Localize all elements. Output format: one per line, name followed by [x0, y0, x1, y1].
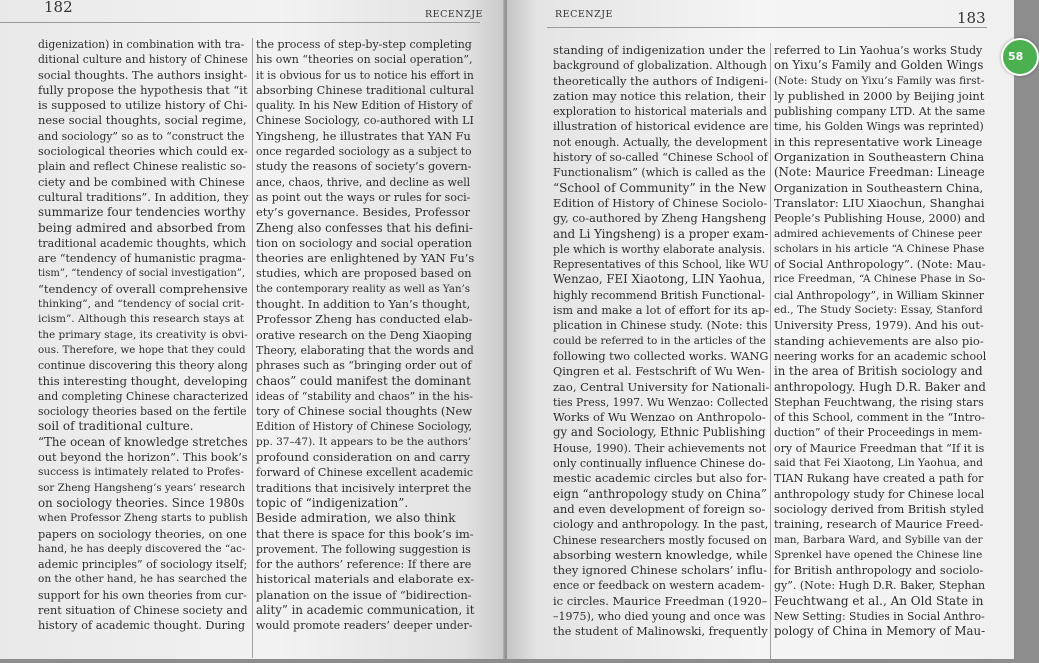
- left-col2-line: Beside admiration, we also think: [256, 511, 456, 526]
- right-col2-line: Organization in Southeastern China,: [774, 181, 984, 195]
- left-col2-line: study the reasons of society’s govern-: [256, 160, 472, 174]
- right-col2-line: anthropology. Hugh D.R. Baker and: [774, 379, 986, 394]
- left-col2-line: Edition of History of Chinese Sociology,: [256, 420, 473, 434]
- left-col2-line: would promote readers’ deeper under-: [256, 619, 473, 633]
- right-col1-line: Chinese researchers mostly focused on: [553, 533, 767, 547]
- left-col1-line: ous. Therefore, we hope that they could: [38, 343, 246, 356]
- left-col2-line: Professor Zheng has conducted elab-: [256, 312, 473, 327]
- left-col1-line: soil of traditional culture.: [38, 419, 194, 434]
- left-col2-line: ety’s governance. Besides, Professor: [256, 205, 471, 220]
- left-col2-line: topic of “indigenization”.: [256, 495, 409, 510]
- left-col2-line: tory of Chinese social thoughts (New: [256, 404, 473, 419]
- left-col1-line: continue discovering this theory along: [38, 359, 248, 373]
- left-col1-line: cultural traditions”. In addition, they: [38, 190, 249, 204]
- right-col2-line: time, his Golden Wings was reprinted): [774, 120, 984, 134]
- left-col1-line: sor Zheng Hangsheng’s years’ research: [38, 481, 246, 494]
- right-col2-line: Sprenkel have opened the Chinese line: [774, 548, 983, 561]
- right-col1-line: eign “anthropology study on China”: [553, 486, 767, 501]
- left-col1-line: the primary stage, its creativity is obvi-: [38, 328, 248, 341]
- right-col2-line: cial Anthropology”, in William Skinner: [774, 288, 984, 302]
- left-col1-line: tism”, “tendency of social investigation”,: [38, 268, 246, 280]
- right-col2-line: pology of China in Memory of Mau-: [774, 624, 986, 639]
- right-col1-line: the student of Malinowski, frequently: [553, 625, 768, 639]
- right-col2-line: standing achievements are also pio-: [774, 333, 984, 348]
- right-col2-line: gy”. (Note: Hugh D.R. Baker, Stephan: [774, 579, 986, 593]
- right-col1-line: illustration of historical evidence are: [553, 119, 769, 134]
- left-col2-line: Theory, elaborating that the words and: [256, 343, 474, 357]
- right-col2-line: of Social Anthropology”. (Note: Mau-: [774, 258, 986, 272]
- right-col2-line: of this School, comment in the “Intro-: [774, 411, 985, 425]
- left-col1-line: ciety and be combined with Chinese: [38, 175, 245, 189]
- left-col2-line: Chinese Sociology, co-authored with LI: [256, 114, 474, 128]
- right-col1-line: and even development of foreign so-: [553, 501, 766, 516]
- right-col1-line: background of globalization. Although: [553, 59, 767, 73]
- right-header-rule: [547, 27, 987, 28]
- right-col1-line: ence or feedback on western academ-: [553, 579, 765, 593]
- right-col2-line: Translator: LIU Xiaochun, Shanghai: [774, 195, 985, 210]
- left-col1-line: sociological theories which could ex-: [38, 145, 248, 159]
- left-col2-line: his own “theories on social operation”,: [256, 53, 473, 67]
- right-col1-line: standing of indigenization under the: [553, 43, 766, 57]
- right-col2-line: ly published in 2000 by Beijing joint: [774, 88, 985, 103]
- page-badge[interactable]: 58: [1001, 38, 1039, 76]
- right-col2-line: (Note: Maurice Freedman: Lineage: [774, 165, 985, 180]
- right-col1-line: Qingren et al. Festschrift of Wu Wen-: [553, 365, 765, 379]
- right-col1-line: exploration to historical materials and: [553, 105, 767, 119]
- right-col2-line: in this representative work Lineage: [774, 134, 983, 149]
- left-header-rule: [0, 22, 480, 23]
- left-col1-line: this interesting thought, developing: [38, 373, 248, 388]
- right-col1-line: ple which is worthy elaborate analysis.: [553, 242, 766, 256]
- right-col1-line: theoretically the authors of Indigeni-: [553, 73, 768, 88]
- left-page: [0, 0, 505, 659]
- left-col1-line: on sociology theories. Since 1980s: [38, 495, 245, 510]
- left-col1-line: rent situation of Chinese society and: [38, 603, 248, 617]
- right-col2-line: ory of Maurice Freedman that “If it is: [774, 441, 985, 455]
- right-col1-line: ties Press, 1997. Wu Wenzao: Collected: [553, 395, 769, 409]
- left-col2-line: as point out the ways or rules for soci-: [256, 190, 471, 204]
- left-col2-line: quality. In his New Edition of History of: [256, 99, 472, 113]
- left-col1-line: hand, he has deeply discovered the “ac-: [38, 542, 246, 555]
- left-col2-line: the process of step-by-step completing: [256, 38, 472, 51]
- left-col1-line: plain and reflect Chinese realistic so-: [38, 160, 246, 174]
- right-col1-line: highly recommend British Functional-: [553, 288, 765, 302]
- right-col1-line: mestic academic circles but also for-: [553, 471, 767, 486]
- left-col1-line: icism”. Although this research stays at: [38, 313, 244, 326]
- right-col1-line: following two collected works. WANG: [553, 349, 769, 363]
- left-col2-line: historical materials and elaborate ex-: [256, 572, 475, 587]
- left-col2-line: chaos” could manifest the dominant: [256, 373, 471, 388]
- left-col1-line: success is intimately related to Profes-: [38, 466, 244, 479]
- right-col2-line: TIAN Rukang have created a path for: [774, 472, 984, 486]
- left-col1-line: “The ocean of knowledge stretches: [38, 434, 248, 449]
- left-col1-line: are “tendency of humanistic pragma-: [38, 252, 246, 266]
- left-column-divider: [252, 38, 253, 658]
- right-col2-line: Organization in Southeastern China: [774, 150, 985, 165]
- left-page-number: 182: [44, 0, 73, 16]
- right-col1-line: zao, Central University for Nationali-: [553, 379, 770, 394]
- right-page: [507, 0, 1014, 659]
- left-col2-line: absorbing Chinese traditional cultural: [256, 83, 475, 97]
- left-col2-line: Zheng also confesses that his defini-: [256, 220, 473, 235]
- right-col1-line: absorbing western knowledge, while: [553, 547, 768, 562]
- right-col2-line: referred to Lin Yaohua’s works Study: [774, 44, 983, 57]
- right-col1-line: “School of Community” in the New: [553, 180, 767, 195]
- right-col2-line: scholars in his article “A Chinese Phase: [774, 242, 985, 255]
- left-col1-line: ditional culture and history of Chinese: [38, 53, 248, 67]
- right-col1-line: not enough. Actually, the development: [553, 135, 768, 149]
- right-col2-line: anthropology study for Chinese local: [774, 487, 985, 501]
- right-col1-line: they ignored Chinese scholars’ influ-: [553, 563, 768, 578]
- left-col1-line: summarize four tendencies worthy: [38, 205, 246, 220]
- left-col1-line: fully propose the hypothesis that “it: [38, 82, 248, 97]
- left-col1-line: is supposed to utilize history of Chi-: [38, 98, 248, 113]
- left-col2-line: planation on the issue of “bidirection-: [256, 588, 472, 602]
- right-col1-line: could be referred to in the articles of the: [553, 334, 766, 347]
- right-col2-line: on Yixu’s Family and Golden Wings: [774, 58, 984, 73]
- right-col1-line: Functionalism” (which is called as the: [553, 166, 766, 180]
- right-col2-line: ed., The Study Society: Essay, Stanford: [774, 304, 983, 317]
- left-col1-line: thinking”, and “tendency of social crit-: [38, 298, 245, 311]
- right-col1-line: history of so-called “Chinese School of: [553, 151, 768, 165]
- right-col2-line: People’s Publishing House, 2000) and: [774, 212, 986, 226]
- left-col2-line: forward of Chinese excellent academic: [256, 466, 474, 480]
- right-col1-line: Works of Wu Wenzao on Anthropolo-: [553, 410, 766, 425]
- left-column-1: [38, 37, 248, 657]
- left-col1-line: papers on sociology theories, on one: [38, 527, 247, 541]
- right-col1-line: zation may notice this relation, their: [553, 88, 766, 103]
- left-col2-line: theories are enlightened by YAN Fu’s: [256, 251, 475, 266]
- right-column-2: [774, 43, 986, 663]
- left-col2-line: ality” in academic communication, it: [256, 602, 475, 617]
- right-col1-line: Representatives of this School, like WU: [553, 258, 769, 272]
- right-col2-line: admired achievements of Chinese peer: [774, 227, 982, 240]
- left-col2-line: studies, which are proposed based on: [256, 267, 472, 281]
- right-col2-line: New Setting: Studies in Social Anthro-: [774, 609, 985, 623]
- right-col1-line: Edition of History of Chinese Sociolo-: [553, 196, 768, 210]
- right-col2-line: (Note: Study on Yixu’s Family was first-: [774, 74, 985, 87]
- right-col1-line: ism and make a lot of effort for its ap-: [553, 304, 770, 318]
- left-col1-line: social thoughts. The authors insight-: [38, 68, 248, 82]
- left-col1-line: ademic principles” of sociology itself;: [38, 558, 248, 572]
- right-col1-line: House, 1990). Their achievements not: [553, 441, 767, 455]
- right-col2-line: publishing company LTD. At the same: [774, 105, 986, 119]
- left-col2-line: pp. 37–47). It appears to be the authors’: [256, 435, 472, 448]
- right-col1-line: –1975), who died young and once was: [553, 609, 766, 623]
- left-col2-line: tion on sociology and social operation: [256, 236, 472, 250]
- right-col2-line: University Press, 1979). And his out-: [774, 319, 984, 333]
- left-col1-line: traditional academic thoughts, which: [38, 236, 247, 250]
- left-col2-line: traditions that incisively interpret the: [256, 481, 472, 495]
- left-col2-line: that there is space for this book’s im-: [256, 526, 474, 541]
- left-col1-line: being admired and absorbed from: [38, 220, 246, 235]
- right-col2-line: training, research of Maurice Freed-: [774, 518, 984, 532]
- left-col2-line: thought. In addition to Yan’s thought,: [256, 298, 471, 312]
- left-col1-line: when Professor Zheng starts to publish: [38, 512, 248, 525]
- right-col2-line: neering works for an academic school: [774, 349, 987, 363]
- right-running-head: RECENZJE: [555, 9, 613, 20]
- right-col2-line: duction” of their Proceedings in mem-: [774, 426, 983, 440]
- left-col2-line: it is obvious for us to notice his effort in: [256, 68, 474, 82]
- left-column-2: [256, 37, 474, 657]
- right-col2-line: Feuchtwang et al., An Old State in: [774, 593, 984, 608]
- right-page-number: 183: [957, 9, 986, 27]
- left-col2-line: ance, chaos, thrive, and decline as well: [256, 175, 471, 189]
- right-col1-line: plication in Chinese study. (Note: this: [553, 319, 768, 333]
- right-col2-line: man, Barbara Ward, and Sybille van der: [774, 533, 983, 546]
- right-col2-line: said that Fei Xiaotong, Lin Yaohua, and: [774, 457, 983, 470]
- left-col1-line: and sociology” so as to “construct the: [38, 129, 245, 143]
- right-col2-line: sociology derived from British styled: [774, 502, 984, 516]
- left-col2-line: Yingsheng, he illustrates that YAN Fu: [256, 129, 471, 143]
- left-running-head: RECENZJE: [425, 9, 483, 20]
- left-col2-line: once regarded sociology as a subject to: [256, 145, 472, 159]
- right-col1-line: ic circles. Maurice Freedman (1920–: [553, 593, 768, 608]
- left-col2-line: for the authors’ reference: If there are: [256, 558, 472, 572]
- left-col2-line: the contemporary reality as well as Yan’s: [256, 282, 471, 295]
- left-col1-line: on the other hand, he has searched the: [38, 573, 248, 586]
- left-col2-line: phrases such as “bringing order out of: [256, 359, 472, 373]
- right-col1-line: only continually influence Chinese do-: [553, 457, 766, 471]
- left-col1-line: “tendency of overall comprehensive: [38, 281, 248, 296]
- right-col2-line: in the area of British sociology and: [774, 364, 983, 379]
- right-col1-line: gy, co-authored by Zheng Hangsheng: [553, 212, 767, 226]
- left-col2-line: ideas of “stability and chaos” in the his-: [256, 389, 473, 403]
- right-col2-line: rice Freedman, “A Chinese Phase in So-: [774, 273, 986, 286]
- left-col2-line: profound consideration on and carry: [256, 450, 471, 465]
- left-col1-line: digenization) in combination with tra-: [38, 38, 245, 51]
- right-column-divider: [770, 43, 771, 659]
- right-column-1: [553, 43, 769, 663]
- left-col2-line: orative research on the Deng Xiaoping: [256, 328, 472, 342]
- right-col2-line: Stephan Feuchtwang, the rising stars: [774, 395, 984, 409]
- right-col2-line: for British anthropology and sociolo-: [774, 564, 984, 578]
- left-col1-line: history of academic thought. During: [38, 619, 246, 633]
- left-col1-line: out beyond the horizon”. This book’s: [38, 451, 248, 465]
- right-col1-line: gy and Sociology, Ethnic Publishing: [553, 425, 766, 440]
- left-col2-line: provement. The following suggestion is: [256, 542, 471, 556]
- left-col1-line: sociology theories based on the fertile: [38, 405, 247, 419]
- right-col1-line: and Li Yingsheng) is a proper exam-: [553, 226, 769, 241]
- right-col1-line: ciology and anthropology. In the past,: [553, 518, 769, 532]
- left-col1-line: nese social thoughts, social regime,: [38, 113, 247, 128]
- left-col1-line: and completing Chinese characterized: [38, 389, 249, 403]
- left-col1-line: support for his own theories from cur-: [38, 588, 247, 602]
- right-col1-line: Wenzao, FEI Xiaotong, LIN Yaohua,: [553, 272, 766, 287]
